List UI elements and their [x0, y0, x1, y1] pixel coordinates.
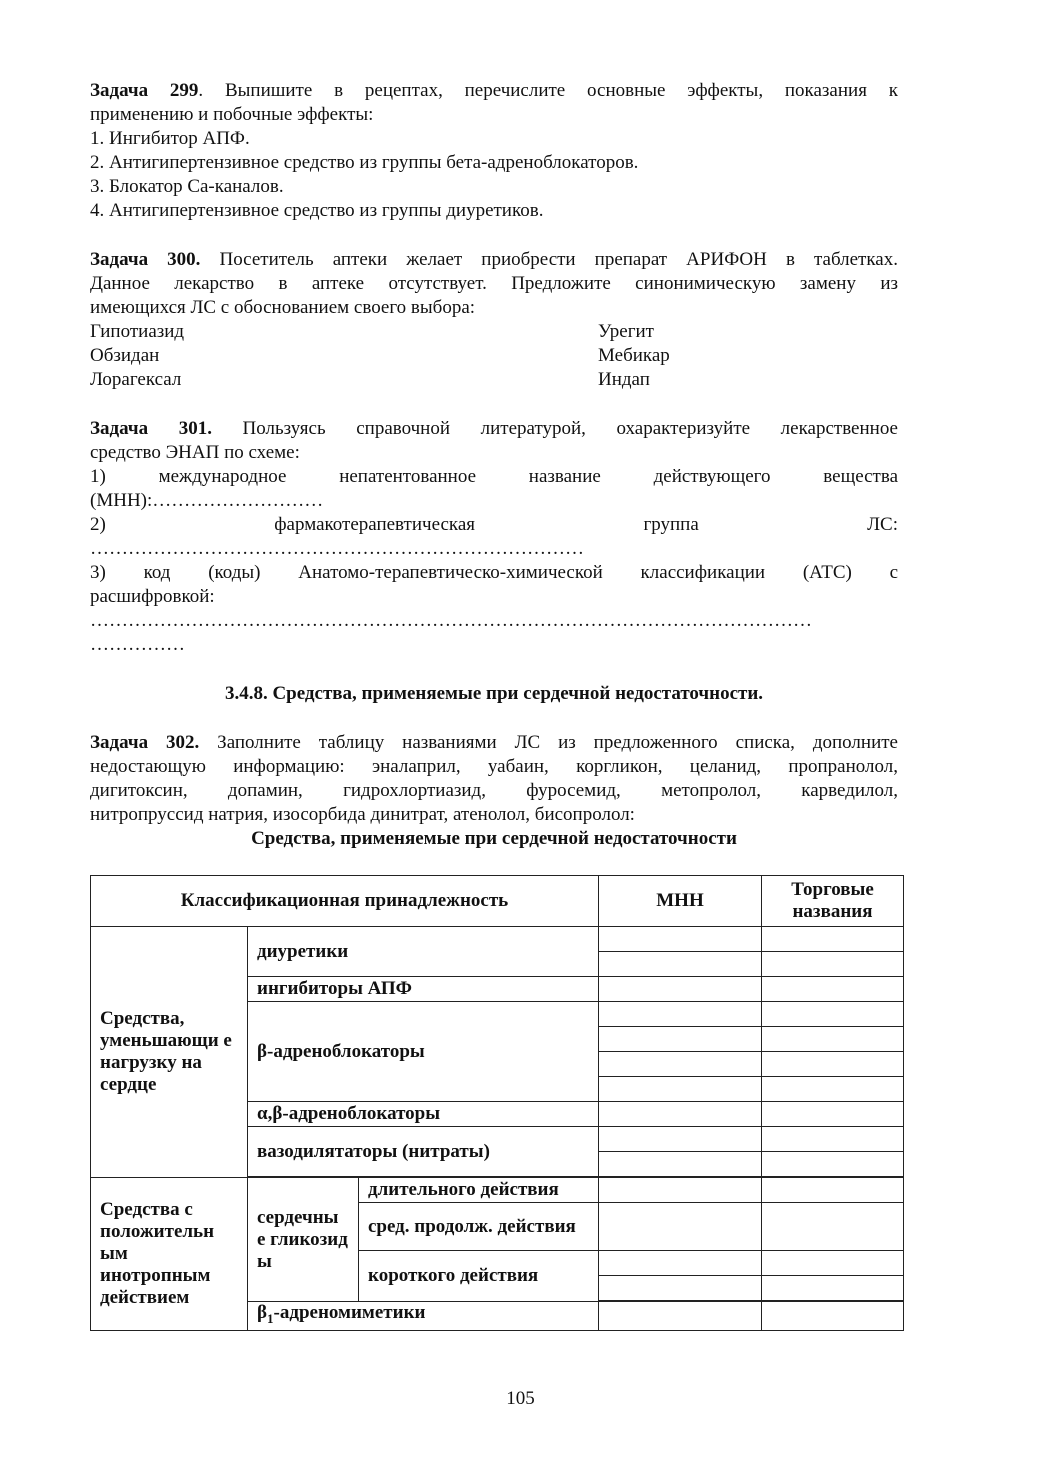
option-left: Лорагексал: [90, 369, 182, 390]
header-classification: Классификационная принадлежность: [91, 876, 599, 927]
trade-name-cell[interactable]: [762, 1152, 904, 1177]
task-299: [90, 79, 898, 223]
trade-name-cell[interactable]: [762, 1002, 904, 1027]
task-300-line2: Данное лекарство в аптеке отсутствует. Предложите синонимическую замену из: [90, 273, 898, 294]
inn-cell[interactable]: [599, 1102, 762, 1127]
trade-name-cell[interactable]: [762, 927, 904, 952]
task-301-line2: средство ЭНАП по схеме:: [90, 442, 300, 463]
trade-name-cell[interactable]: [762, 1027, 904, 1052]
task-300-title: Задача 300.: [90, 249, 201, 270]
task-301-item3-b: расшифровкой:: [90, 586, 215, 607]
group-1-label: Средства, уменьшающи е нагрузку на сердце: [91, 927, 248, 1178]
task-299-line1: Задача 299. Выпишите в рецептах, перечислите основные эффекты, показания к: [90, 80, 898, 101]
task-302-line2: недостающую информацию: эналаприл, уабаин, коргликон, целанид, пропранолол,: [90, 756, 898, 777]
inn-cell[interactable]: [599, 1052, 762, 1077]
row-label-long-acting: длительного действия: [359, 1178, 599, 1203]
header-trade-names: Торговые названия: [762, 876, 904, 927]
classification-table: [90, 875, 904, 1331]
row-label-glycosides: сердечны е гликозид ы: [248, 1178, 359, 1302]
task-299-item: 3. Блокатор Са-каналов.: [90, 176, 284, 197]
trade-name-cell[interactable]: [762, 1276, 904, 1301]
trade-name-cell[interactable]: [762, 977, 904, 1002]
task-302: [90, 731, 898, 851]
option-right: Урегит: [598, 321, 654, 342]
inn-cell[interactable]: [599, 1002, 762, 1027]
row-label-short-acting: короткого действия: [359, 1251, 599, 1302]
task-301: [90, 417, 898, 657]
row-label-alpha-beta-blockers: α,β-адреноблокаторы: [248, 1102, 599, 1127]
option-right: Мебикар: [598, 345, 670, 366]
task-302-line1: Задача 302. Заполните таблицу названиями ЛС из предложенного списка, дополните: [90, 732, 898, 753]
trade-name-cell[interactable]: [762, 1302, 904, 1331]
inn-cell[interactable]: [599, 1251, 762, 1276]
inn-cell[interactable]: [599, 952, 762, 977]
header-inn: МНН: [599, 876, 762, 927]
inn-cell[interactable]: [599, 1276, 762, 1301]
task-300-line3: имеющихся ЛС с обоснованием своего выбора:: [90, 297, 476, 318]
inn-cell[interactable]: [599, 1127, 762, 1152]
trade-name-cell[interactable]: [762, 1052, 904, 1077]
task-299-item: 4. Антигипертензивное средство из группы диуретиков.: [90, 200, 544, 221]
task-301-dots-long: ……………………………………………………………………………………………………: [90, 610, 812, 631]
inn-cell[interactable]: [599, 977, 762, 1002]
page-number: 105: [506, 1388, 535, 1409]
task-300-line1: Задача 300. Посетитель аптеки желает приобрести препарат АРИФОН в таблетках.: [90, 249, 898, 270]
task-301-item2-b: ……………………………………………………………………: [90, 538, 584, 559]
task-301-item1-b: (МНН):………………………: [90, 490, 324, 511]
inn-cell[interactable]: [599, 1152, 762, 1177]
section-heading: 3.4.8. Средства, применяемые при сердечной недостаточности.: [224, 683, 764, 704]
row-label-ace-inhibitors: ингибиторы АПФ: [248, 977, 599, 1002]
option-left: Гипотиазид: [90, 321, 185, 342]
inn-cell[interactable]: [599, 1027, 762, 1052]
task-301-title: Задача 301.: [90, 418, 212, 439]
option-row: [90, 344, 898, 368]
inn-cell[interactable]: [599, 1178, 762, 1203]
task-301-item2-a: 2) фармакотерапевтическая группа ЛС:: [90, 514, 898, 535]
task-299-item: 1. Ингибитор АПФ.: [90, 128, 250, 149]
trade-name-cell[interactable]: [762, 1178, 904, 1203]
task-302-line4: нитропруссид натрия, изосорбида динитрат, атенолол, бисопролол:: [90, 804, 635, 825]
task-301-item1-a: 1) международное непатентованное название действующего вещества: [90, 466, 898, 487]
table-header-row: [91, 876, 904, 927]
row-label-medium-acting: сред. продолж. действия: [359, 1203, 599, 1251]
trade-name-cell[interactable]: [762, 1102, 904, 1127]
inn-cell[interactable]: [599, 1302, 762, 1331]
option-left: Обзидан: [90, 345, 160, 366]
trade-name-cell[interactable]: [762, 1251, 904, 1276]
task-302-line3: дигитоксин, допамин, гидрохлортиазид, фуросемид, метопролол, карведилол,: [90, 780, 898, 801]
group-2-label: Средства с положительн ым инотропным действием: [91, 1178, 248, 1331]
task-301-dots-short: ……………: [90, 634, 185, 655]
inn-cell[interactable]: [599, 1203, 762, 1251]
trade-name-cell[interactable]: [762, 952, 904, 977]
task-299-title: Задача 299: [90, 80, 199, 101]
row-label-beta-blockers: β-адреноблокаторы: [248, 1002, 599, 1102]
row-label-diuretics: диуретики: [248, 927, 599, 977]
option-row: [90, 320, 898, 344]
task-299-item: 2. Антигипертензивное средство из группы бета-адреноблокаторов.: [90, 152, 639, 173]
row-label-beta1-agonists: $\beta_1$-адреномиметики: [248, 1302, 599, 1331]
option-right: Индап: [598, 369, 650, 390]
row-label-vasodilators: вазодилятаторы (нитраты): [248, 1127, 599, 1177]
trade-name-cell[interactable]: [762, 1077, 904, 1102]
task-299-line2: применению и побочные эффекты:: [90, 104, 374, 125]
task-302-title: Задача 302.: [90, 732, 200, 753]
task-300: [90, 248, 898, 392]
inn-cell[interactable]: [599, 1077, 762, 1102]
task-301-item3-a: 3) код (коды) Анатомо-терапевтическо-химической классификации (АТС) с: [90, 562, 898, 583]
trade-name-cell[interactable]: [762, 1127, 904, 1152]
task-301-line1: Задача 301. Пользуясь справочной литературой, охарактеризуйте лекарственное: [90, 418, 898, 439]
inn-cell[interactable]: [599, 927, 762, 952]
table-caption: Средства, применяемые при сердечной недостаточности: [251, 828, 737, 849]
option-row: [90, 368, 898, 392]
trade-name-cell[interactable]: [762, 1203, 904, 1251]
